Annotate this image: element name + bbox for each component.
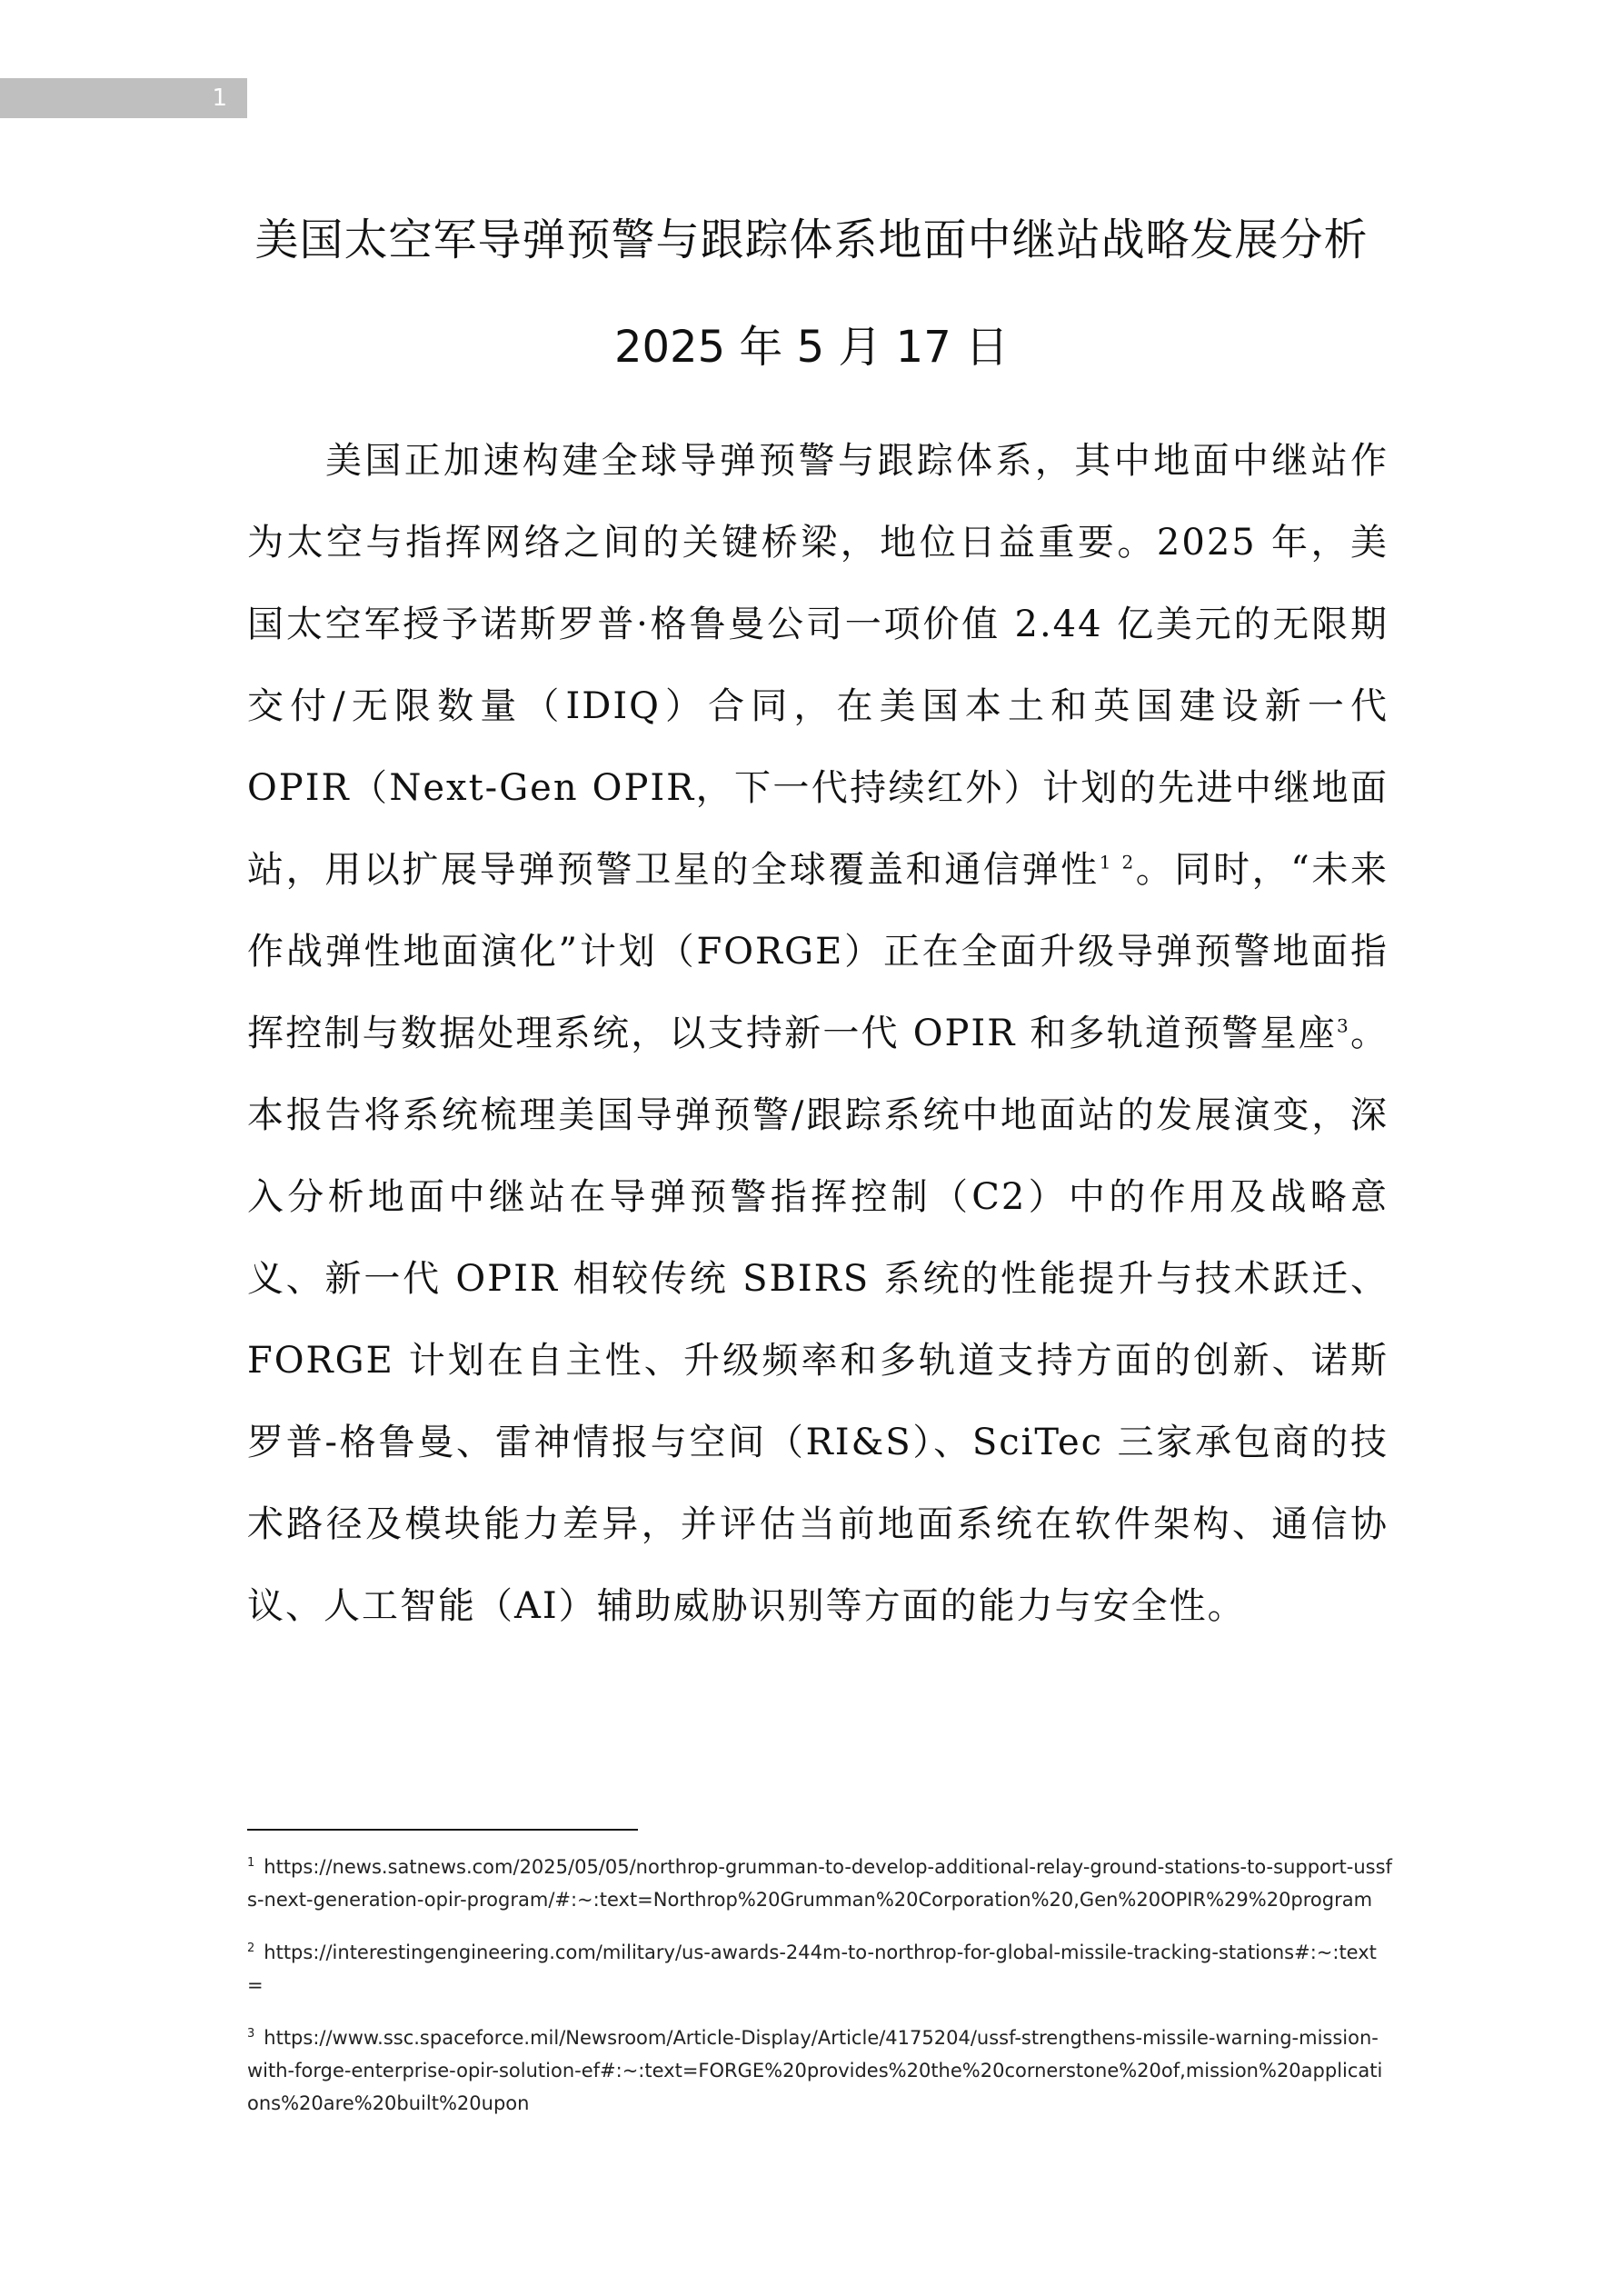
footnote-marker: 3: [247, 2027, 255, 2041]
footnote-3: [247, 2021, 1392, 2120]
footnote-link[interactable]: https://interestingengineering.com/military/us-awards-244m-to-northrop-for-global-missile-tracking-stations#:~:text=: [247, 1942, 1377, 1996]
document-date: 2025 年 5 月 17 日: [613, 322, 1010, 373]
body-text-segment-1: 美国正加速构建全球导弹预警与跟踪体系，其中地面中继站作为太空与指挥网络之间的关键桥梁，地位日益重要。2025 年，美国太空军授予诺斯罗普·格鲁曼公司一项价值 2.44 亿美元的无限期交付/无限数量（IDIQ）合同，在美国本土和英国建设新一代 OPIR（Next-Gen OPIR，下一代持续红外）计划的先进中继地面站，用以扩展导弹预警卫星的全球覆盖和通信弹性: [247, 440, 1389, 891]
footnote-1: [247, 1851, 1392, 1916]
footnote-ref-1[interactable]: 1: [1099, 851, 1113, 873]
body-text-segment-3: 。本报告将系统梳理美国导弹预警/跟踪系统中地面站的发展演变，深入分析地面中继站在导弹预警指挥控制（C2）中的作用及战略意义、新一代 OPIR 相较传统 SBIRS 系统的性能提升与技术跃迁、FORGE 计划在自主性、升级频率和多轨道支持方面的创新、诺斯罗普-格鲁曼、雷神情报与空间（RI&S）、SciTec 三家承包商的技术路径及模块能力差异，并评估当前地面系统在软件架构、通信协议、人工智能（AI）辅助威胁识别等方面的能力与安全性。: [247, 1013, 1389, 1627]
body-text-segment-2: 。同时，“未来作战弹性地面演化”计划（FORGE）正在全面升级导弹预警地面指挥控制与数据处理系统，以支持新一代 OPIR 和多轨道预警星座: [247, 849, 1389, 1054]
footnote-ref-2[interactable]: 2: [1121, 851, 1136, 873]
footnote-marker: 1: [247, 1856, 255, 1870]
footnote-marker: 2: [247, 1942, 255, 1955]
footnote-divider: [247, 1829, 638, 1831]
body-paragraph: [247, 420, 1389, 1647]
footnote-ref-3[interactable]: 3: [1337, 1014, 1350, 1037]
footnotes: [247, 1851, 1392, 2140]
page-number-bar: [0, 78, 247, 118]
footnote-link[interactable]: https://www.ssc.spaceforce.mil/Newsroom/Article-Display/Article/4175204/ussf-strengthens-missile-warning-mission-with-forge-enterprise-opir-solution-ef#:~:text=FORGE%20provides%20the%20cornerstone%20of,mission%20applications%20are%20built%20upon: [247, 2027, 1383, 2114]
page-number: 1: [212, 85, 227, 112]
footnote-2: [247, 1936, 1392, 2002]
document-title: 美国太空军导弹预警与跟踪体系地面中继站战略发展分析: [254, 215, 1369, 265]
footnote-link[interactable]: https://news.satnews.com/2025/05/05/northrop-grumman-to-develop-additional-relay-ground-stations-to-support-ussfs-next-generation-opir-program/#:~:text=Northrop%20Grumman%20Corporation%20,Gen%20OPIR%29%20program: [247, 1856, 1392, 1911]
